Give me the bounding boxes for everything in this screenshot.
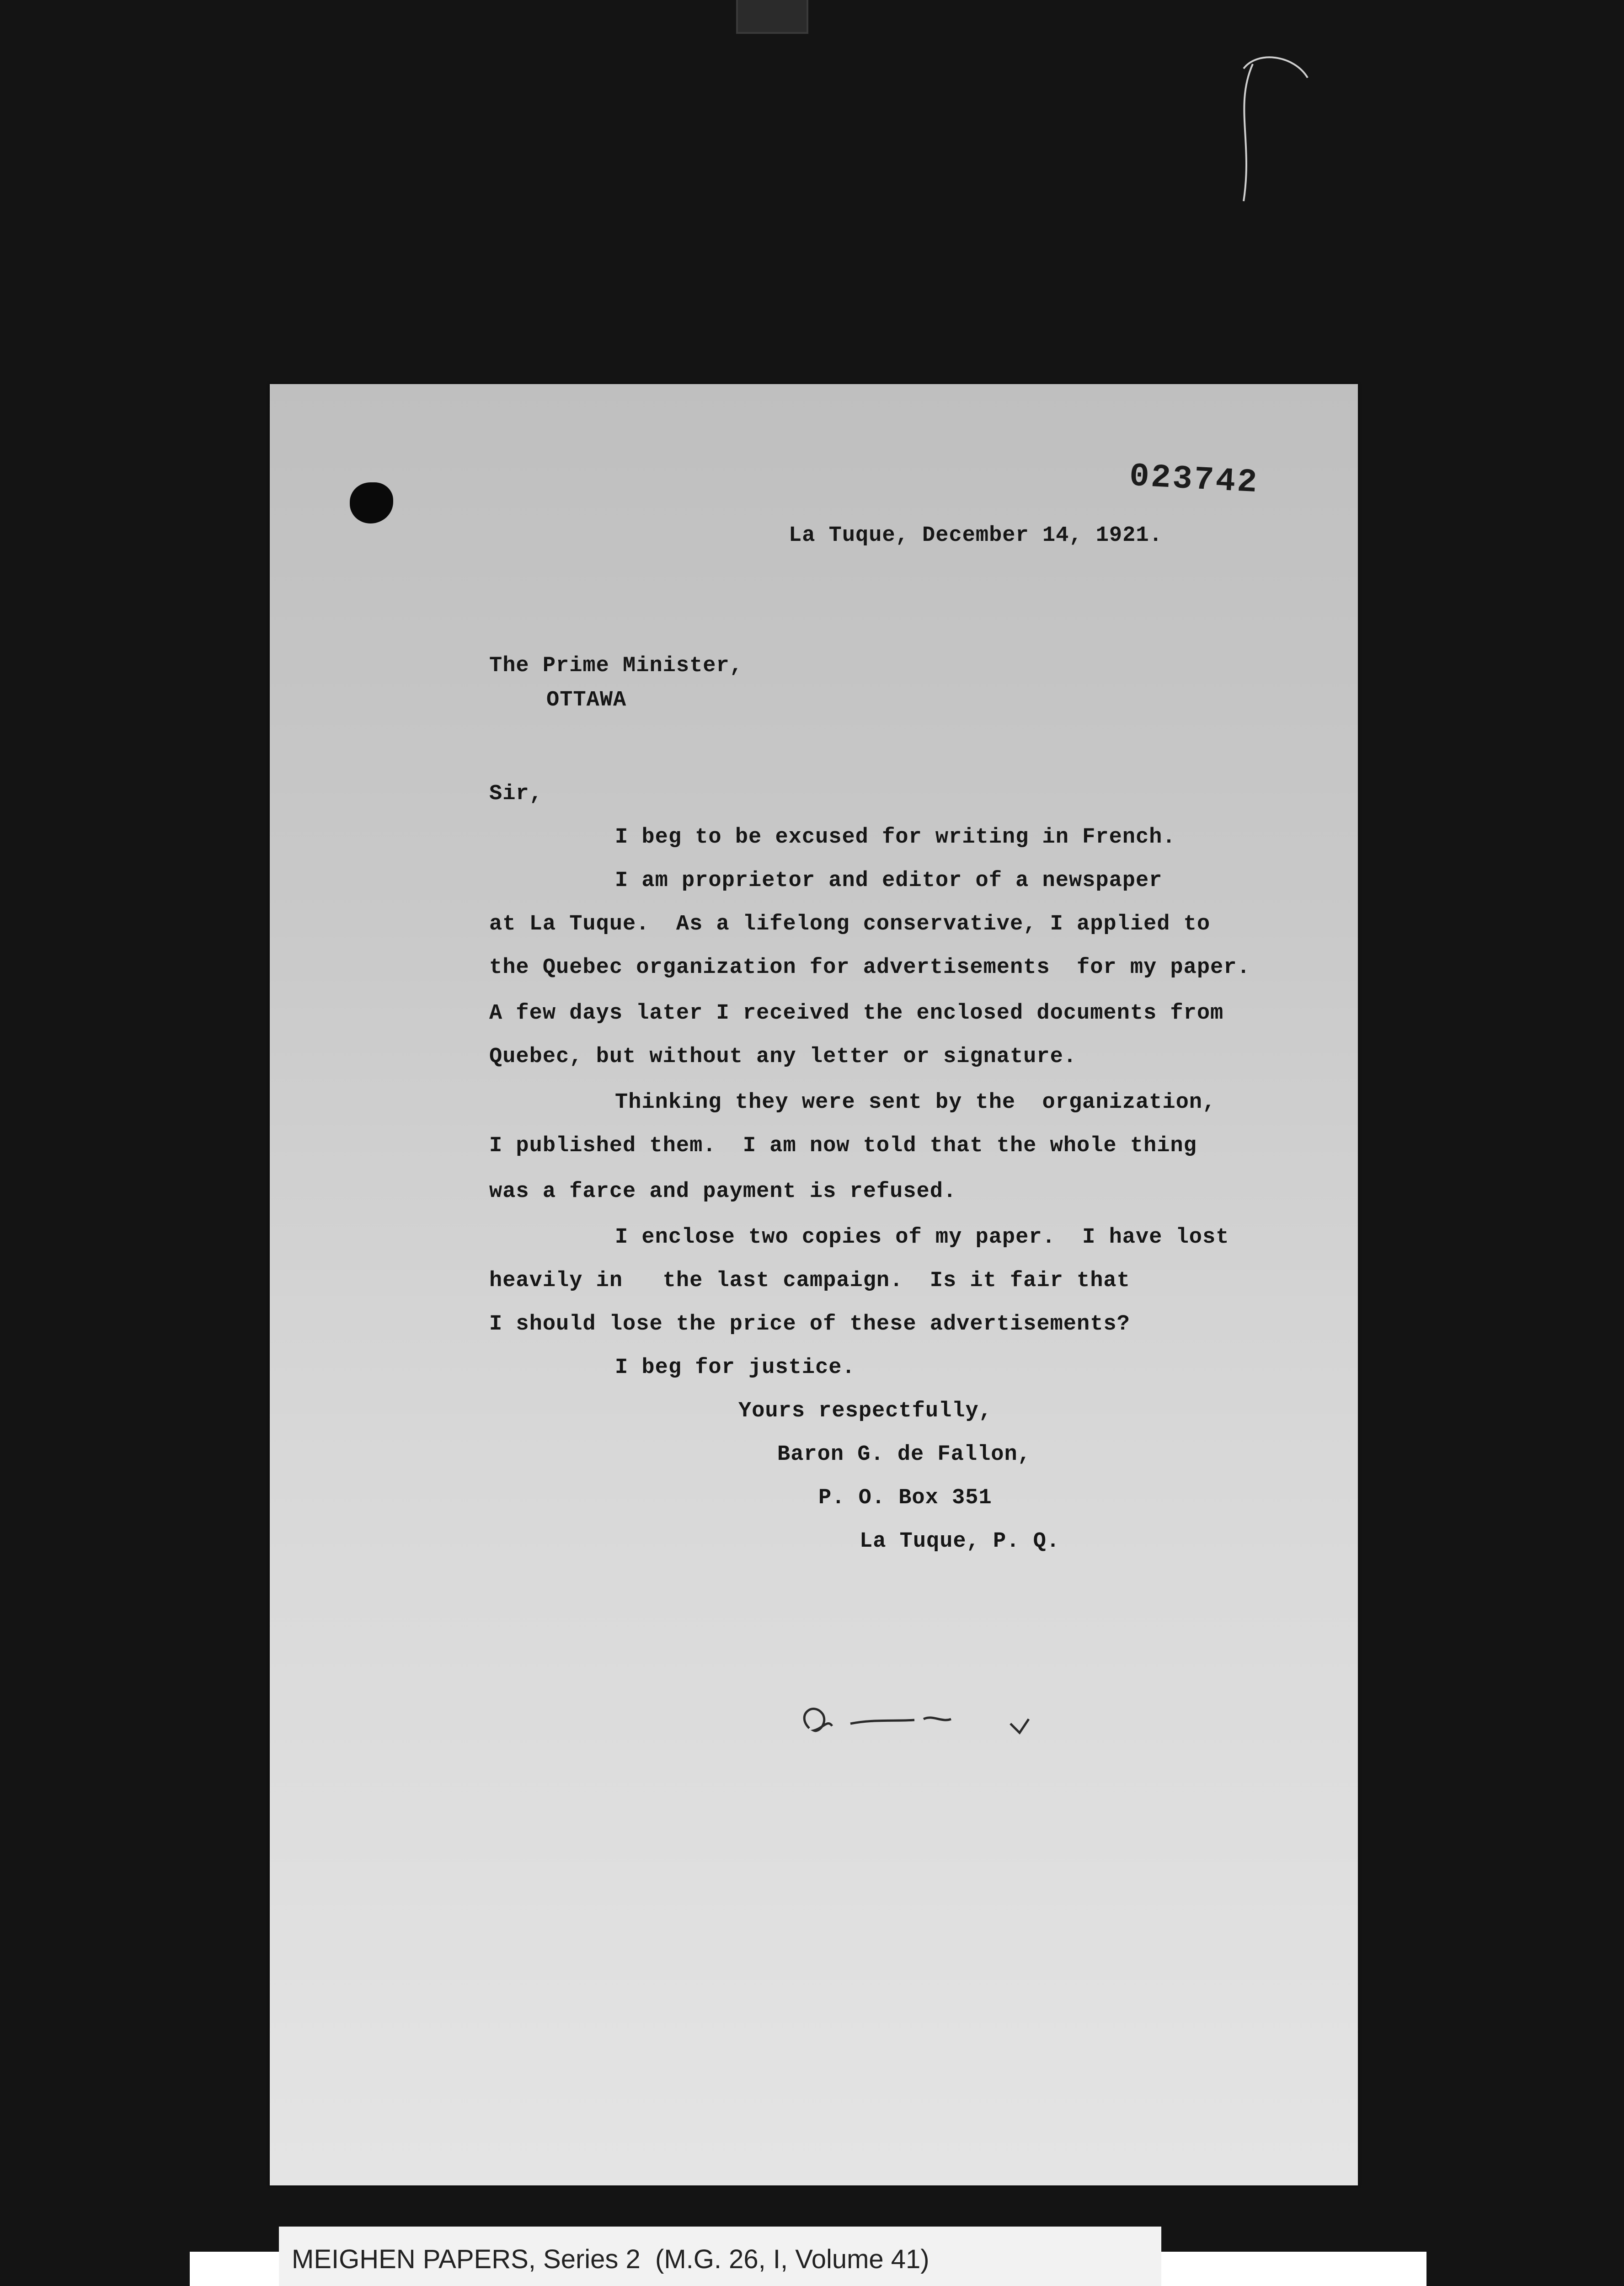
body-line: I published them. I am now told that the whole thing [489,1134,1197,1158]
body-line: Quebec, but without any letter or signature. [489,1045,1077,1069]
body-line: I beg to be excused for writing in French. [615,825,1176,849]
closing: Yours respectfully, [738,1399,992,1423]
frame-clip [736,0,808,34]
addressee-line: The Prime Minister, [489,654,743,678]
body-line: I should lose the price of these advertisements? [489,1312,1130,1336]
body-line: heavily in the last campaign. Is it fair that [489,1269,1130,1293]
signature-name: Baron G. de Fallon, [777,1442,1031,1467]
body-line: A few days later I received the enclosed documents from [489,1001,1224,1025]
body-line: I beg for justice. [615,1356,855,1380]
body-line: I enclose two copies of my paper. I have lost [615,1225,1229,1250]
letter-body [270,384,1358,2185]
salutation: Sir, [489,782,543,806]
handwritten-initials [796,1687,1033,1751]
body-line: the Quebec organization for advertisements for my paper. [489,956,1250,980]
date-line: La Tuque, December 14, 1921. [789,523,1163,548]
po-box: P. O. Box 351 [818,1486,992,1510]
body-line: Thinking they were sent by the organization, [615,1090,1216,1115]
series-label: MEIGHEN PAPERS, Series 2 (M.G. 26, I, Volume 41) [279,2227,1161,2286]
addressee-city: OTTAWA [546,688,627,712]
letter-page [270,384,1358,2185]
body-line: was a farce and payment is refused. [489,1180,957,1204]
pencil-mark [1225,50,1317,224]
city-line: La Tuque, P. Q. [860,1529,1060,1554]
body-line: at La Tuque. As a lifelong conservative, I applied to [489,912,1211,936]
document-number: 023742 [1128,457,1260,502]
body-line: I am proprietor and editor of a newspaper [615,869,1163,893]
